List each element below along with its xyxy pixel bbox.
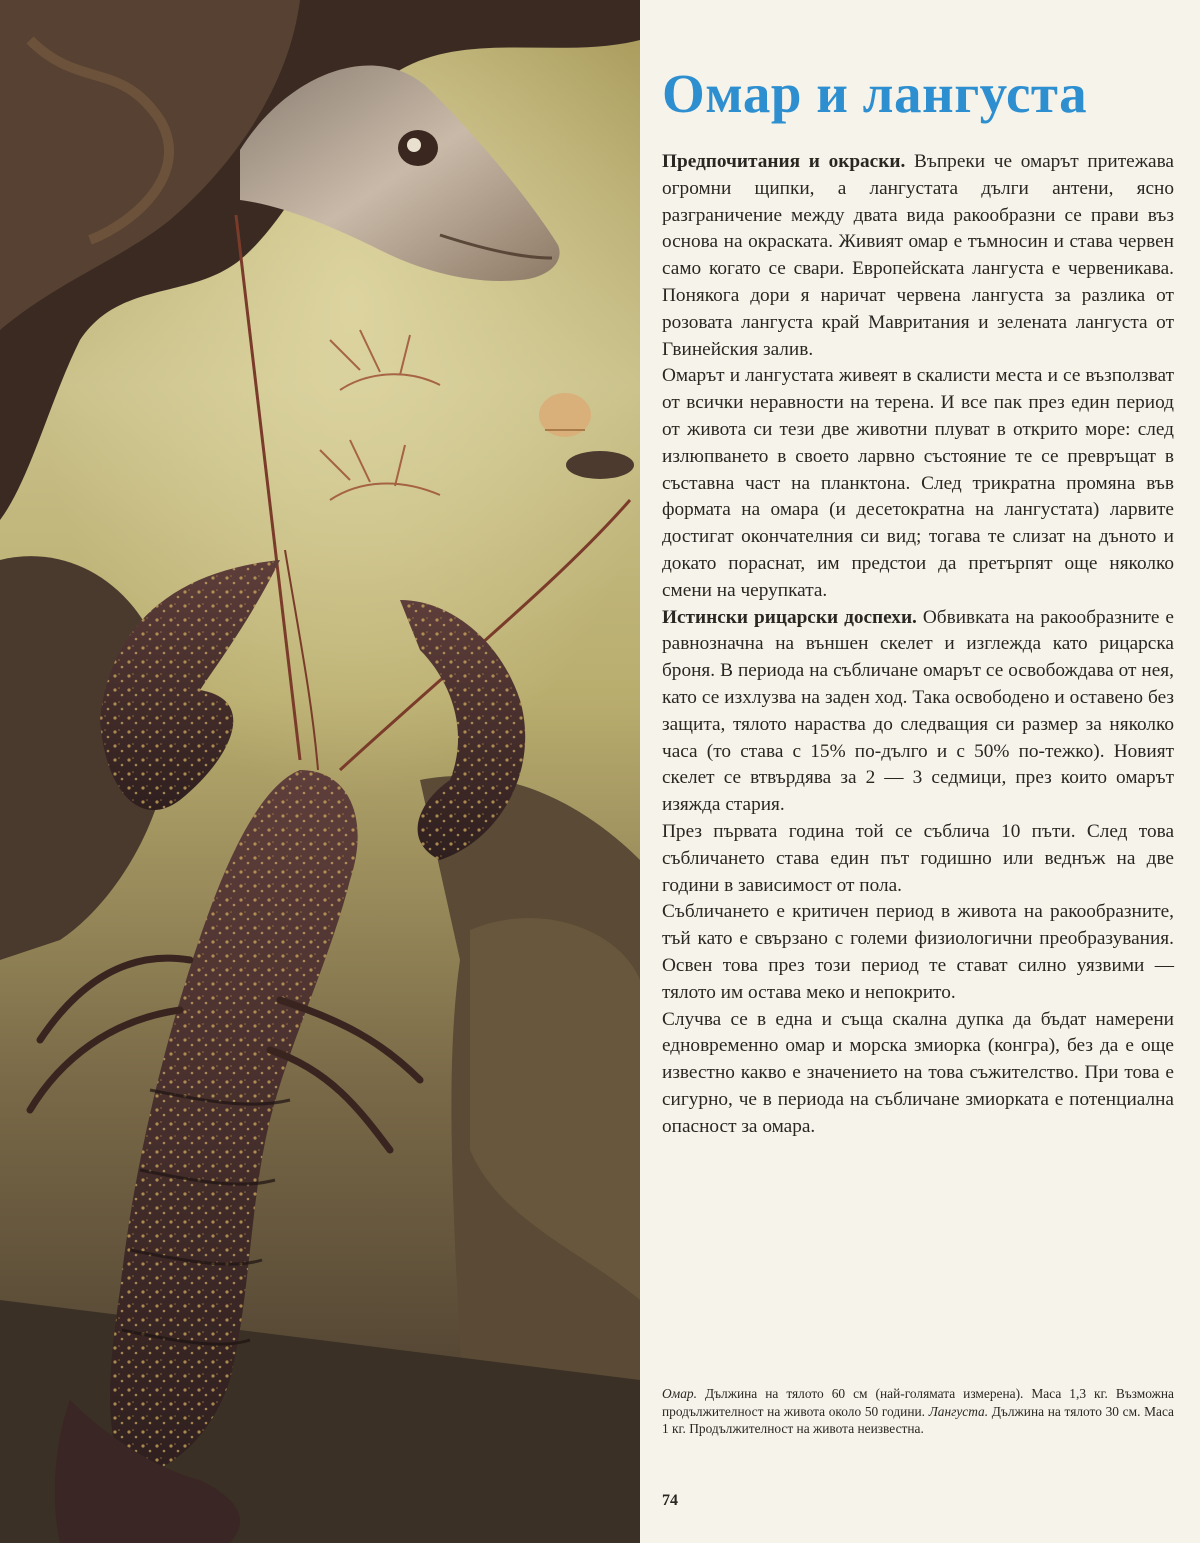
paragraph-text: Обвивката на ракообразните е равнозначна на външен скелет и изглежда като рицарска броня. В периода на събличане омарът се освобождава от нея, като се изхлузва на заден ход. Така освободено и оставено без защита, тялото нараства до следващия си размер за няколко часа (то става с 15% по-дълго и с 50% по-тежко). Новият скелет се втвърдява за 2 — 3 седмици, през които омарът изяжда стария.: [662, 606, 1174, 816]
paragraph: [662, 899, 1174, 1006]
paragraph-text: Събличането е критичен период в живота на ракообразните, тъй като е свързано с големи физиологични преобразувания. Освен това през този период те стават силно уязвими — тялото им остава меко и непокрито.: [662, 901, 1174, 1003]
paragraph: [662, 1007, 1174, 1141]
article-column: [662, 56, 1174, 1140]
caption-text-lobster: Дължина на тялото 60 см (най-голямата измерена). Маса 1,3 кг. Възможна продължителност на живота около 50 години.: [662, 1386, 1174, 1419]
section-heading: Предпочитания и окраски.: [662, 151, 906, 172]
page-number: 74: [662, 1492, 678, 1509]
caption-species-spiny-lobster: Лангуста.: [928, 1403, 989, 1419]
page-title: Омар и лангуста: [662, 63, 1088, 124]
species-caption: [662, 1385, 1174, 1438]
caption-species-lobster: Омар.: [662, 1386, 697, 1401]
paragraph-text: Случва се в една и съща скална дупка да бъдат намерени едновременно омар и морска змиорка (конгра), без да е още известно какво е значението на това съжителство. При това е сигурно, че в периода на събличане змиорката е потенциална опасност за омара.: [662, 1008, 1174, 1137]
paragraph-text: Омарът и лангустата живеят в скалисти места и се възползват от всички неравности на терена. И все пак през един период от живота си тези две животни плуват в открито море: след излюпването в своето ларвно състояние те се превръщат в съставна част на планктона. След трикратна промяна във формата на омара (и десетократна на лангустата) ларвите достигат окончателния си вид; тогава те слизат на дъното и докато пораснат, им предстои да претърпят още няколко смени на черупката.: [662, 365, 1174, 601]
paragraph: [662, 819, 1174, 899]
caption-text-spiny-lobster: Дължина на тялото 30 см. Маса 1 кг. Продължителност на живота неизвестна.: [662, 1403, 1175, 1436]
article-body: [662, 149, 1174, 1140]
paragraph: [662, 605, 1174, 819]
paragraph: [662, 363, 1174, 604]
paragraph: [662, 149, 1174, 363]
paragraph-text: През първата година той се съблича 10 пъти. След това събличането става един път годишно или веднъж на две години в зависимост от пола.: [662, 820, 1174, 896]
paragraph-text: Въпреки че омарът притежава огромни щипки, а лангустата дълги антени, ясно разграничение между двата вида ракообразни се прави въз основа на окраската. Живият омар е тъмносин и става червен само когато се свари. Европейската лангуста е червеникава. Понякога дори я наричат червена лангуста за разлика от розовата лангуста край Мавритания и зелената лангуста от Гвинейския залив.: [662, 151, 1174, 360]
section-heading: Истински рицарски доспехи.: [662, 606, 917, 628]
